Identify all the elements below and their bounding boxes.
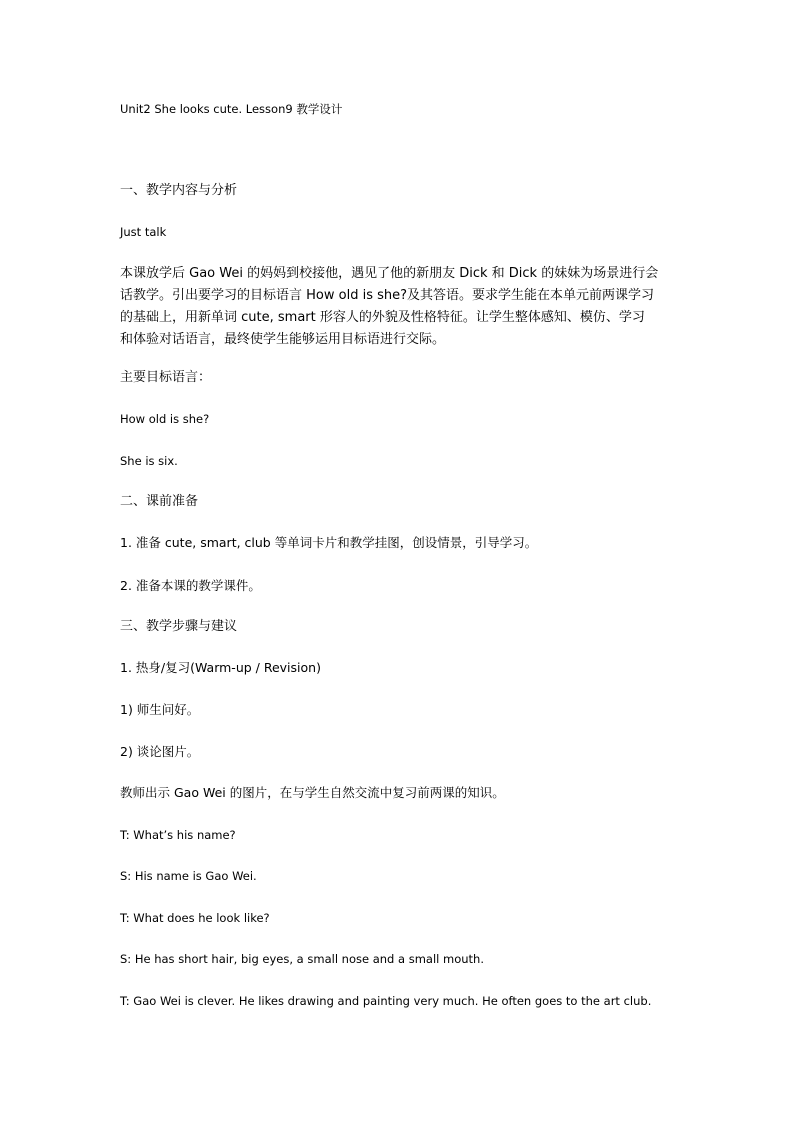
paragraph-line: 和体验对话语言，最终使学生能够运用目标语进行交际。 [120, 332, 446, 347]
dialog-line: T: Gao Wei is clever. He likes drawing and painting very much. He often goes to the art club. [120, 994, 652, 1008]
preparation-item-1: 1. 准备 cute, smart, club 等单词卡片和教学挂图，创设情景，引导学习。 [120, 535, 538, 550]
dialog-line: T: What does he look like? [120, 911, 270, 925]
document-title: Unit2 She looks cute. Lesson9 教学设计 [120, 102, 343, 116]
paragraph-line: 话教学。引出要学习的目标语言 How old is she?及其答语。要求学生能在本单元前两课学习 [120, 288, 655, 303]
dialog-line: S: He has short hair, big eyes, a small nose and a small mouth. [120, 952, 484, 966]
section-heading-preparation: 二、课前准备 [120, 494, 199, 509]
substep-pictures: 2) 谈论图片。 [120, 744, 200, 759]
step-description: 教师出示 Gao Wei 的图片，在与学生自然交流中复习前两课的知识。 [120, 785, 505, 800]
target-language-label: 主要目标语言： [120, 370, 212, 385]
step-warmup: 1. 热身/复习(Warm-up / Revision) [120, 660, 321, 675]
substep-greeting: 1) 师生问好。 [120, 702, 200, 717]
lesson-analysis-paragraph [120, 263, 676, 351]
dialog-line: T: What’s his name? [120, 828, 236, 842]
paragraph-line: 的基础上，用新单词 cute, smart 形容人的外貌及性格特征。让学生整体感知、模仿、学习 [120, 310, 645, 325]
preparation-item-2: 2. 准备本课的教学课件。 [120, 578, 261, 593]
section-heading-steps: 三、教学步骤与建议 [120, 619, 238, 634]
dialog-line: S: His name is Gao Wei. [120, 869, 257, 883]
paragraph-line: 本课放学后 Gao Wei 的妈妈到校接他，遇见了他的新朋友 Dick 和 Dick 的妹妹为场景进行会 [120, 266, 659, 281]
target-question: How old is she? [120, 412, 210, 426]
target-answer: She is six. [120, 454, 178, 468]
section-heading-content: 一、教学内容与分析 [120, 183, 238, 198]
subheading-just-talk: Just talk [120, 225, 167, 239]
